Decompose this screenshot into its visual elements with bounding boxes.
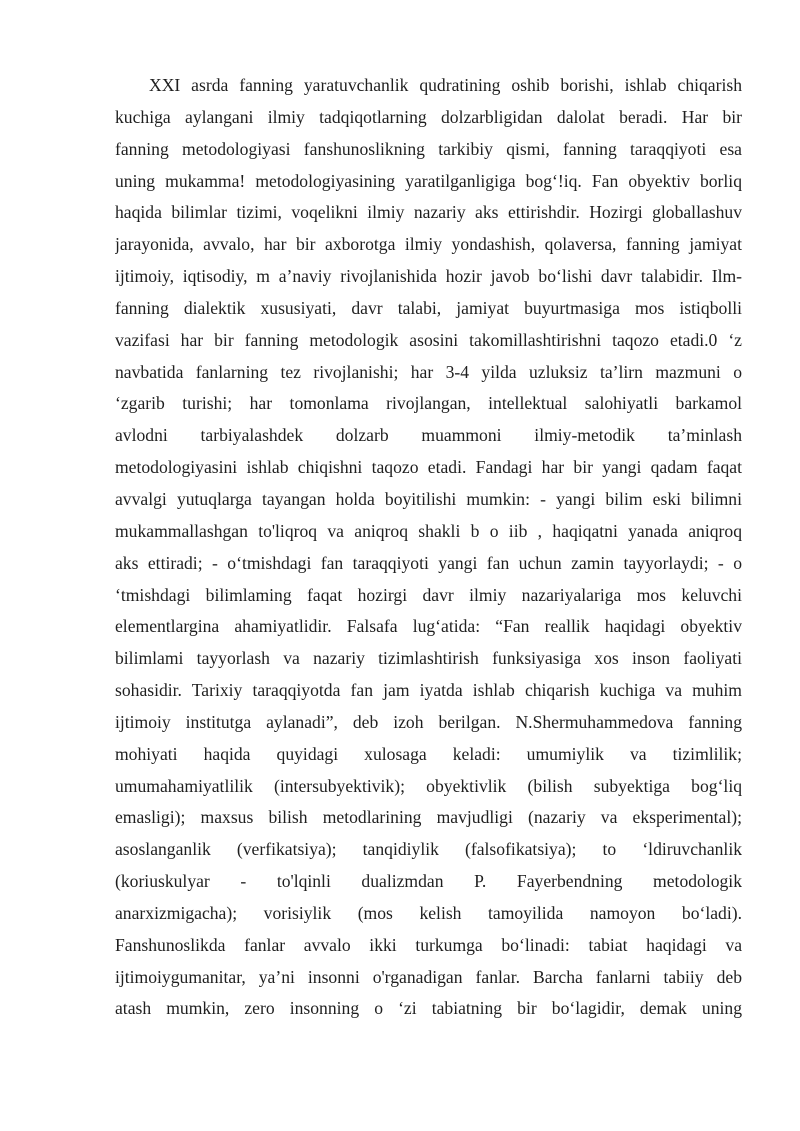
text-line-23: umumahamiyatlilik (intersubyektivik); obyektivlik (bilish subyektiga bog‘liq: [115, 775, 742, 796]
text-line-25: asoslanganlik (verfikatsiya); tanqidiylik (falsofikatsiya); to ‘ldiruvchanlik: [115, 839, 742, 860]
text-line-24: emasligi); maxsus bilish metodlarining mavjudligi (nazariy va eksperimental);: [115, 807, 742, 828]
text-line-16: aks ettiradi; - o‘tmishdagi fan taraqqiyoti yangi fan uchun zamin tayyorlaydi; - o: [115, 552, 742, 573]
text-line-3: fanning metodologiyasi fanshunoslikning tarkibiy qismi, fanning taraqqiyoti esa: [115, 138, 742, 159]
text-line-20: sohasidir. Tarixiy taraqqiyotda fan jam iyatda ishlab chiqarish kuchiga va muhim: [115, 680, 742, 701]
text-line-10: navbatida fanlarning tez rivojlanishi; har 3-4 yilda uzluksiz ta’lirn mazmuni o: [115, 361, 742, 382]
text-line-26: (koriuskulyar - to'lqinli dualizmdan P. Fayerbendning metodologik: [115, 871, 742, 892]
text-line-1: XXI asrda fanning yaratuvchanlik qudratining oshib borishi, ishlab chiqarish: [149, 75, 742, 95]
text-line-2: kuchiga aylangani ilmiy tadqiqotlarning dolzarbligidan dalolat beradi. Har bir: [115, 106, 742, 127]
body-paragraph: [115, 70, 742, 1025]
text-line-15: mukammallashgan to'liqroq va aniqroq shakli b o iib , haqiqatni yanada aniqroq: [115, 520, 742, 541]
text-line-13: metodologiyasini ishlab chiqishni taqozo etadi. Fandagi har bir yangi qadam faqat: [115, 457, 742, 478]
text-line-18: elementlargina ahamiyatlidir. Falsafa lug‘atida: “Fan reallik haqidagi obyektiv: [115, 616, 742, 637]
text-line-14: avvalgi yutuqlarga tayangan holda boyitilishi mumkin: - yangi bilim eski bilimni: [115, 488, 742, 509]
text-line-19: bilimlami tayyorlash va nazariy tizimlashtirish funksiyasiga xos inson faoliyati: [115, 648, 742, 669]
text-line-28: Fanshunoslikda fanlar avvalo ikki turkumga bo‘linadi: tabiat haqidagi va: [115, 934, 742, 955]
text-line-9: vazifasi har bir fanning metodologik asosini takomillashtirishni taqozo etadi.0 ‘z: [115, 329, 742, 350]
text-line-12: avlodni tarbiyalashdek dolzarb muammoni ilmiy-metodik ta’minlash: [115, 425, 742, 446]
text-line-17: ‘tmishdagi bilimlaming faqat hozirgi davr ilmiy nazariyalariga mos keluvchi: [115, 584, 742, 605]
text-line-6: jarayonida, avvalo, har bir axborotga ilmiy yondashish, qolaversa, fanning jamiyat: [115, 234, 742, 255]
text-line-22: mohiyati haqida quyidagi xulosaga keladi: umumiylik va tizimlilik;: [115, 743, 742, 764]
text-line-27: anarxizmigacha); vorisiylik (mos kelish tamoyilida namoyon bo‘ladi).: [115, 902, 742, 923]
text-line-29: ijtimoiygumanitar, ya’ni insonni o'rganadigan fanlar. Barcha fanlarni tabiiy deb: [115, 966, 742, 987]
text-line-11: ‘zgarib turishi; har tomonlama rivojlangan, intellektual salohiyatli barkamol: [115, 393, 742, 414]
text-line-30: atash mumkin, zero insonning o ‘zi tabiatning bir bo‘lagidir, demak uning: [115, 998, 742, 1019]
text-line-21: ijtimoiy institutga aylanadi”, deb izoh berilgan. N.Shermuhammedova fanning: [115, 711, 742, 732]
text-line-4: uning mukamma! metodologiyasining yaratilganligiga bog‘!iq. Fan obyektiv borliq: [115, 170, 742, 191]
text-line-5: haqida bilimlar tizimi, voqelikni ilmiy nazariy aks ettirishdir. Hozirgi globallashuv: [115, 202, 742, 223]
text-line-7: ijtimoiy, iqtisodiy, m a’naviy rivojlanishida hozir javob bo‘lishi davr talabidir. Ilm-: [115, 266, 742, 287]
text-line-8: fanning dialektik xususiyati, davr talabi, jamiyat buyurtmasiga mos istiqbolli: [115, 297, 742, 318]
